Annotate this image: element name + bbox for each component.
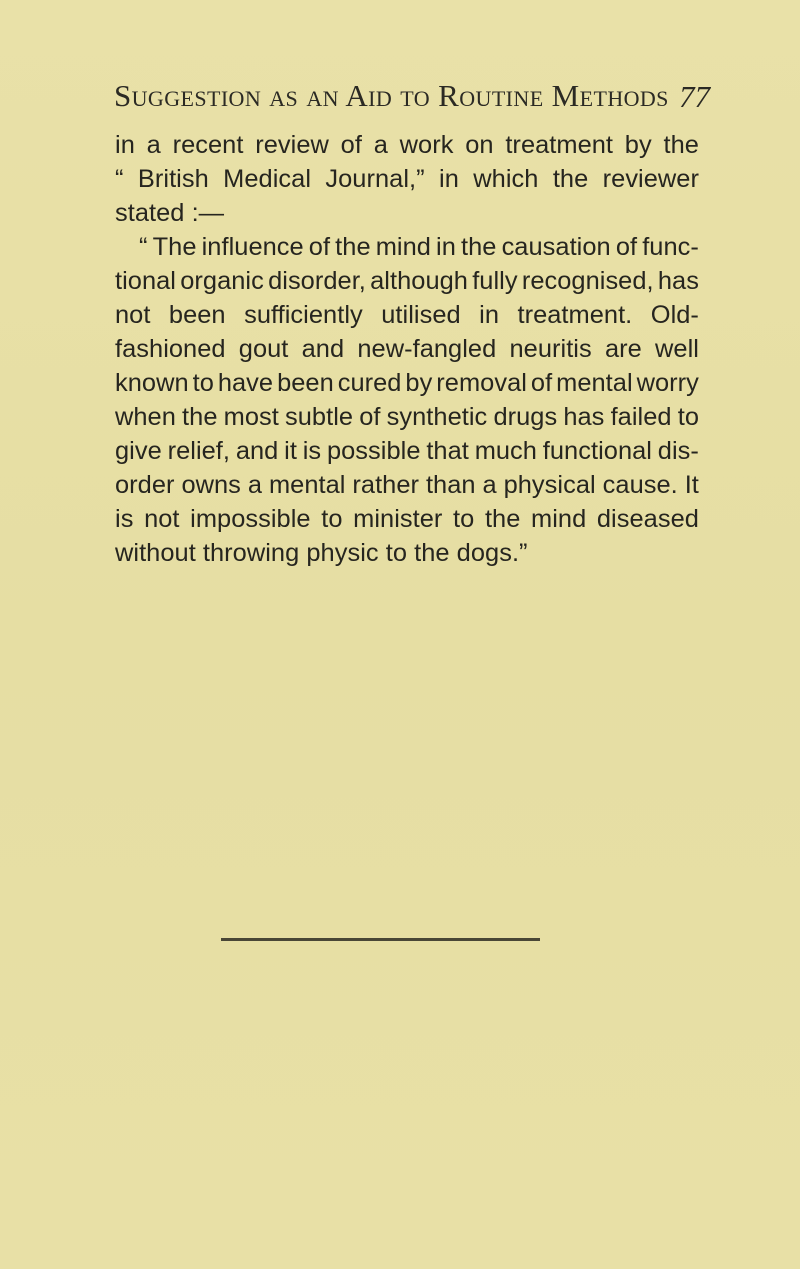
word: has <box>563 403 605 431</box>
word: possible <box>326 437 421 465</box>
word: owns <box>181 471 241 499</box>
word: most <box>223 403 279 431</box>
word: by <box>624 131 652 159</box>
text-line-1 <box>115 128 699 162</box>
word: removal <box>436 369 527 397</box>
word: neuritis <box>509 335 592 363</box>
word: have <box>217 369 274 397</box>
word: is <box>302 437 322 465</box>
word: functional <box>542 437 652 465</box>
text-line-3: stated :— <box>115 199 225 227</box>
word: tional <box>115 267 176 295</box>
word: fashioned <box>115 335 226 363</box>
word: diseased <box>596 505 699 533</box>
word: to <box>677 403 699 431</box>
word: the <box>461 233 497 261</box>
word: synthetic <box>386 403 488 431</box>
text-line-10 <box>115 434 699 468</box>
running-title: Suggestion as an Aid to Routine Methods <box>114 78 669 113</box>
word: subtle <box>285 403 354 431</box>
word: by <box>405 369 433 397</box>
word: disorder, <box>268 267 366 295</box>
word: gout <box>238 335 289 363</box>
word: a <box>482 471 497 499</box>
word: Medical <box>223 165 312 193</box>
word: cured <box>337 369 402 397</box>
word: order <box>115 471 175 499</box>
word: much <box>474 437 537 465</box>
word: than <box>425 471 476 499</box>
word: not <box>115 301 151 329</box>
word: impossible <box>190 505 311 533</box>
word: sufficiently <box>244 301 363 329</box>
text-line-13: without throwing physic to the dogs.” <box>115 539 528 567</box>
page-number: 77 <box>679 79 710 114</box>
word: failed <box>610 403 672 431</box>
text-line-6 <box>115 298 699 332</box>
word: worry <box>636 369 699 397</box>
word: British <box>137 165 209 193</box>
word: mind <box>375 233 431 261</box>
word: which <box>473 165 539 193</box>
word: treatment <box>505 131 614 159</box>
word: the <box>484 505 521 533</box>
word: of <box>359 403 381 431</box>
word: has <box>657 267 699 295</box>
word: of <box>615 233 638 261</box>
word: are <box>604 335 642 363</box>
word: although <box>370 267 468 295</box>
word: mind <box>531 505 587 533</box>
word: the <box>663 131 699 159</box>
word: well <box>655 335 699 363</box>
word: “ <box>115 165 124 193</box>
word: the <box>335 233 371 261</box>
word: organic <box>180 267 264 295</box>
word: Old- <box>650 301 699 329</box>
word: and <box>235 437 279 465</box>
word: in <box>115 131 135 159</box>
word: “ <box>139 233 148 261</box>
word: new-fangled <box>357 335 497 363</box>
word: treatment. <box>517 301 633 329</box>
word: drugs <box>493 403 558 431</box>
word: review <box>255 131 329 159</box>
word: been <box>168 301 226 329</box>
word: the <box>552 165 589 193</box>
word: dis- <box>657 437 699 465</box>
word: in <box>439 165 459 193</box>
word: reviewer <box>602 165 699 193</box>
word: of <box>308 233 331 261</box>
word: a <box>373 131 388 159</box>
word: The <box>152 233 197 261</box>
word: physical <box>503 471 596 499</box>
word: func- <box>642 233 699 261</box>
horizontal-rule <box>221 938 540 941</box>
text-line-8 <box>115 366 699 400</box>
word: mental <box>268 471 346 499</box>
word: a <box>247 471 263 499</box>
word: give <box>115 437 162 465</box>
body-text <box>115 128 699 570</box>
word: not <box>144 505 180 533</box>
word: on <box>465 131 494 159</box>
word: known <box>115 369 189 397</box>
text-line-5 <box>115 264 699 298</box>
word: to <box>321 505 343 533</box>
word: and <box>301 335 345 363</box>
word: relief, <box>167 437 231 465</box>
text-line-12 <box>115 502 699 536</box>
word: fully <box>472 267 518 295</box>
word: it <box>284 437 297 465</box>
text-line-9 <box>115 400 699 434</box>
word: that <box>426 437 469 465</box>
word: influence <box>201 233 304 261</box>
word: is <box>115 505 134 533</box>
word: in <box>479 301 500 329</box>
word: Journal,” <box>325 165 425 193</box>
word: to <box>192 369 214 397</box>
running-head <box>114 70 710 120</box>
word: the <box>182 403 218 431</box>
word: cause. <box>602 471 678 499</box>
word: of <box>530 369 553 397</box>
text-line-11 <box>115 468 699 502</box>
word: in <box>436 233 456 261</box>
word: It <box>684 471 699 499</box>
word: to <box>453 505 475 533</box>
word: work <box>399 131 454 159</box>
word: when <box>115 403 176 431</box>
text-line-4 <box>115 230 699 264</box>
word: a <box>146 131 161 159</box>
word: minister <box>353 505 443 533</box>
word: of <box>340 131 362 159</box>
text-line-7 <box>115 332 699 366</box>
text-line-2 <box>115 162 699 196</box>
word: recognised, <box>521 267 654 295</box>
word: mental <box>556 369 633 397</box>
word: rather <box>352 471 420 499</box>
word: utilised <box>381 301 461 329</box>
word: been <box>277 369 334 397</box>
word: causation <box>501 233 611 261</box>
word: recent <box>172 131 244 159</box>
